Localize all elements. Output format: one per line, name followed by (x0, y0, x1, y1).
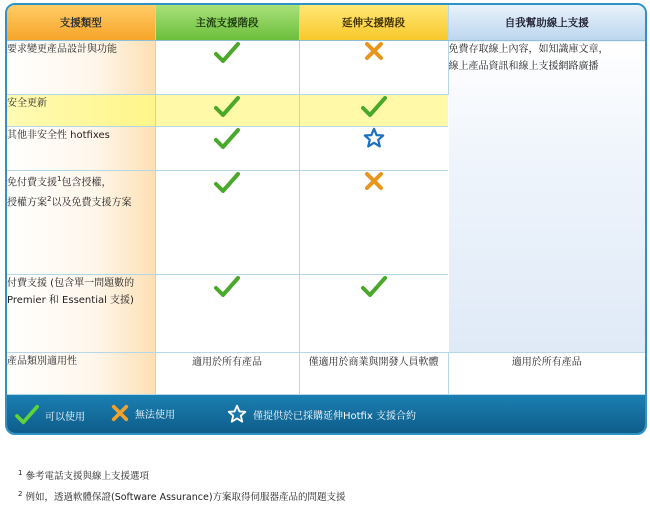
footnote: $^2$ 例如，透過軟體保證(Software Assurance)方案取得伺服器產品的問題支援 (18, 489, 346, 503)
check-icon (361, 275, 387, 299)
cross-icon (364, 41, 384, 61)
legend-unavailable: 無法使用 (111, 404, 175, 422)
applicability-mainstream: 適用於所有產品 (155, 353, 299, 395)
row-label: 免付費支援$^1$包含授權， 授權方案$^2$以及免費支援方案 (7, 171, 155, 275)
footnote: $^1$ 參考電話支援與線上支援選項 (18, 468, 150, 482)
check-icon (214, 95, 240, 119)
check-icon (214, 171, 240, 195)
applicability-row (7, 353, 645, 395)
support-table (7, 5, 645, 395)
applicability-extended: 僅適用於商業與開發人員軟體 (299, 353, 448, 395)
check-icon (214, 275, 240, 299)
row-label: 要求變更產品設計與功能 (7, 41, 155, 95)
mark-cell (155, 171, 299, 275)
cross-icon (111, 404, 129, 422)
header-support-type: 支援類型 (7, 5, 155, 41)
check-icon (15, 404, 39, 426)
mark-cell (155, 95, 299, 127)
row-label: 付費支援 (包含單一問題數的 Premier 和 Essential 支援) (7, 275, 155, 353)
legend-available: 可以使用 (15, 404, 85, 426)
row-label: 產品類別適用性 (7, 353, 155, 395)
header-mainstream: 主流支援階段 (155, 5, 299, 41)
mark-cell (299, 41, 448, 95)
check-icon (214, 127, 240, 151)
table-row (7, 41, 645, 95)
star-icon (363, 127, 385, 149)
row-label: 其他非安全性 hotfixes (7, 127, 155, 171)
mark-cell (299, 95, 448, 127)
header-self-help: 自我幫助線上支援 (448, 5, 645, 41)
legend-hotfix: 僅提供於已採購延伸Hotfix 支援合約 (227, 404, 416, 424)
self-help-description: 免費存取線上內容，如知識庫文章， 線上產品資訊和線上支援網路廣播 (448, 41, 645, 353)
star-icon (227, 404, 247, 424)
mark-cell (299, 171, 448, 275)
legend-bar (7, 395, 645, 433)
mark-cell (299, 275, 448, 353)
mark-cell (299, 127, 448, 171)
cross-icon (364, 171, 384, 191)
support-matrix (5, 3, 647, 435)
mark-cell (155, 275, 299, 353)
applicability-self-help: 適用於所有產品 (448, 353, 645, 395)
mark-cell (155, 127, 299, 171)
header-row (7, 5, 645, 41)
check-icon (214, 41, 240, 65)
header-extended: 延伸支援階段 (299, 5, 448, 41)
check-icon (361, 95, 387, 119)
row-label: 安全更新 (7, 95, 155, 127)
mark-cell (155, 41, 299, 95)
